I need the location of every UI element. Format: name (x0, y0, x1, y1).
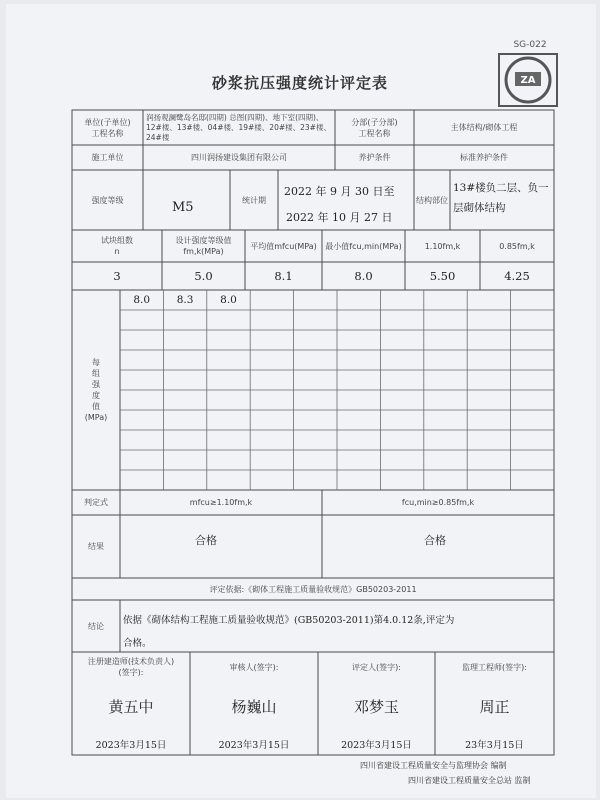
conclusion-text-line-1: 依据《砌体结构工程施工质量验收规范》(GB50203-2011)第4.0.12条,评定为 (123, 615, 455, 626)
footer-line-2: 四川省建设工程质量安全总站 监制 (408, 776, 531, 785)
result-2: 合格 (424, 534, 446, 547)
result-1: 合格 (195, 534, 217, 547)
period-label: 统计期 (242, 195, 266, 205)
signature-date: 23年3月15日 (465, 740, 524, 751)
construction-unit-value: 四川润扬建设集团有限公司 (191, 153, 287, 162)
unit-project-label: 单位(子单位) 工程名称 (84, 117, 131, 138)
signature-name: 周正 (479, 698, 510, 716)
stats-value-cell: 5.50 (429, 269, 456, 283)
signature-role: 评定人(签字): (352, 662, 401, 672)
signature-role: 审核人(签字): (229, 662, 279, 672)
conclusion-text-line-2: 合格。 (123, 638, 152, 649)
signature-date: 2023年3月15日 (218, 740, 290, 751)
stats-header-cell: 最小值fcu,min(MPa) (325, 241, 402, 251)
stats-value-cell: 8.0 (354, 269, 373, 283)
stats-value-cell: 4.25 (504, 269, 530, 283)
result-label: 结果 (88, 542, 104, 551)
signature-name: 邓梦玉 (353, 698, 399, 716)
evaluation-basis: 评定依据:《砌体工程施工质量验收规范》GB50203-2011 (209, 584, 417, 594)
signature-date: 2023年3月15日 (341, 740, 412, 751)
subdivision-label: 分部(子分部) 工程名称 (351, 117, 398, 138)
curing-label: 养护条件 (358, 153, 391, 162)
form-title: 砂浆抗压强度统计评定表 (211, 74, 388, 92)
grade-value: M5 (172, 200, 194, 215)
grade-label: 强度等级 (91, 195, 124, 205)
stats-header-cell: 平均值mfcu(MPa) (250, 241, 317, 251)
form-code: SG-022 (513, 40, 547, 50)
construction-unit-label: 施工单位 (91, 153, 124, 162)
signature-name: 杨巍山 (231, 698, 277, 716)
group-value: 8.0 (133, 294, 151, 306)
footer-line-1: 四川省建设工程质量安全与监理协会 编制 (360, 761, 507, 770)
curing-value: 标准养护条件 (460, 153, 508, 162)
stats-value-cell: 5.0 (194, 269, 213, 283)
signature-role: 注册建造师(技术负责人) (签字): (87, 657, 175, 677)
stats-value-cell: 3 (113, 269, 121, 283)
signature-name: 黄五中 (108, 698, 154, 716)
structure-value: 13#楼负二层、负一层砌体结构 (453, 182, 549, 214)
judgment-label: 判定式 (84, 498, 108, 507)
stats-header-cell: 0.85fm,k (499, 241, 535, 251)
group-value: 8.3 (176, 294, 194, 306)
unit-project-value: 润扬观澜鹭岛名邸(四期) 总图(四期)、地下室(四期)、12#楼、13#楼、04#楼、19#楼、20#楼、23#楼、24#楼 (146, 112, 331, 142)
group-value: 8.0 (220, 294, 237, 306)
stats-header-cell: 试块组数 n (101, 236, 133, 256)
stats-header-cell: 设计强度等级值 fm,k(MPa) (175, 236, 232, 256)
subdivision-value: 主体结构/砌体工程 (450, 123, 518, 132)
signature-date: 2023年3月15日 (95, 740, 167, 751)
logo-text: ZA (520, 75, 536, 86)
judgment-formula-1: mfcu≥1.10fm,k (189, 498, 253, 507)
signature-role: 监理工程师(签字): (462, 662, 527, 672)
stats-header-cell: 1.10fm,k (424, 241, 461, 251)
judgment-formula-2: fcu,min≥0.85fm,k (401, 498, 475, 507)
group-values-label: 每 组 强 度 值 (MPa) (84, 358, 108, 422)
conclusion-label: 结论 (88, 621, 104, 631)
structure-label: 结构部位 (416, 195, 448, 205)
stats-value-cell: 8.1 (274, 269, 293, 283)
period-end: 2022 年 10 月 27 日 (286, 211, 393, 224)
period-start: 2022 年 9 月 30 日至 (284, 185, 395, 198)
